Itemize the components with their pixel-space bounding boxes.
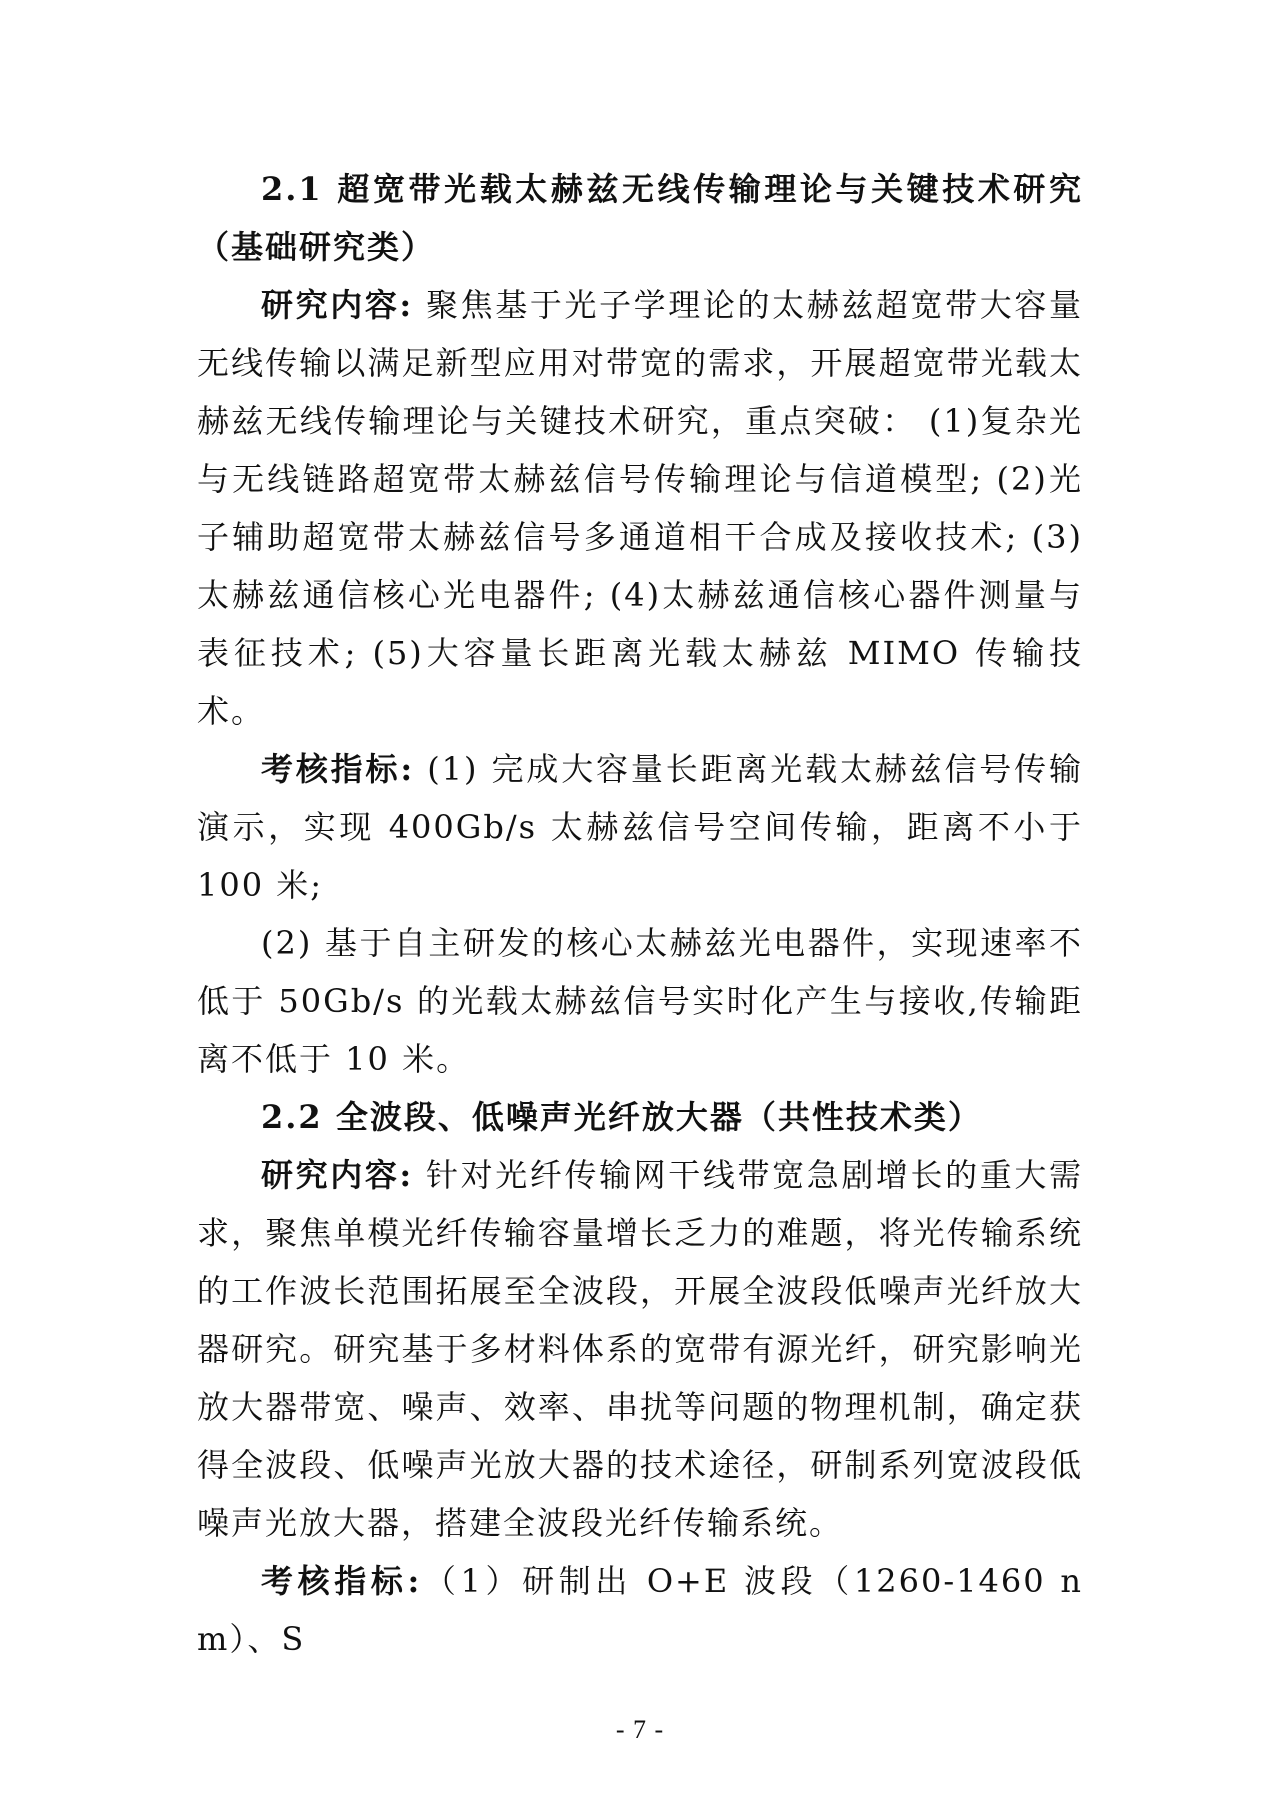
section-2-2-heading: 2.2 全波段、低噪声光纤放大器（共性技术类）: [261, 1098, 982, 1136]
section-2-2-kpi-paragraph: [197, 1552, 1083, 1668]
research-content-text: 针对光纤传输网干线带宽急剧增长的重大需求，聚焦单模光纤传输容量增长乏力的难题，将光传输系统的工作波长范围拓展至全波段，开展全波段低噪声光纤放大器研究。研究基于多材料体系的宽带有源光纤，研究影响光放大器带宽、噪声、效率、串扰等问题的物理机制，确定获得全波段、低噪声光放大器的技术途径，研制系列宽波段低噪声光放大器，搭建全波段光纤传输系统。: [197, 1156, 1083, 1542]
kpi-text: (1) 完成大容量长距离光载太赫兹信号传输演示，实现 400Gb/s 太赫兹信号空间传输，距离不小于 100 米;: [197, 750, 1083, 904]
page-content: [197, 160, 1083, 1668]
section-2-1-kpi-paragraph: [197, 740, 1083, 914]
research-content-text: 聚焦基于光子学理论的太赫兹超宽带大容量无线传输以满足新型应用对带宽的需求，开展超宽带光载太赫兹无线传输理论与关键技术研究，重点突破： (1)复杂光与无线链路超宽带太赫兹信号传输理论与信道模型; (2)光子辅助超宽带太赫兹信号多通道相干合成及接收技术; (3)太赫兹通信核心光电器件; (4)太赫兹通信核心器件测量与表征技术; (5)大容量长距离光载太赫兹 MIMO 传输技术。: [197, 286, 1083, 730]
kpi-text: （1）研制出 O+E 波段（1260-1460 nm）、S: [197, 1562, 1083, 1658]
section-2-1-kpi-paragraph-2: (2) 基于自主研发的核心太赫兹光电器件，实现速率不低于 50Gb/s 的光载太赫兹信号实时化产生与接收,传输距离不低于 10 米。: [197, 924, 1083, 1078]
section-2-1-heading: 2.1 超宽带光载太赫兹无线传输理论与关键技术研究（基础研究类）: [197, 170, 1083, 266]
research-content-label: 研究内容:: [261, 1156, 414, 1194]
section-2-2-research-paragraph: [197, 1146, 1083, 1552]
section-2-1-research-paragraph: [197, 276, 1083, 740]
kpi-label: 考核指标:: [261, 750, 415, 788]
research-content-label: 研究内容:: [261, 286, 414, 324]
page-number: - 7 -: [615, 1715, 665, 1744]
kpi-label: 考核指标:: [261, 1562, 422, 1600]
